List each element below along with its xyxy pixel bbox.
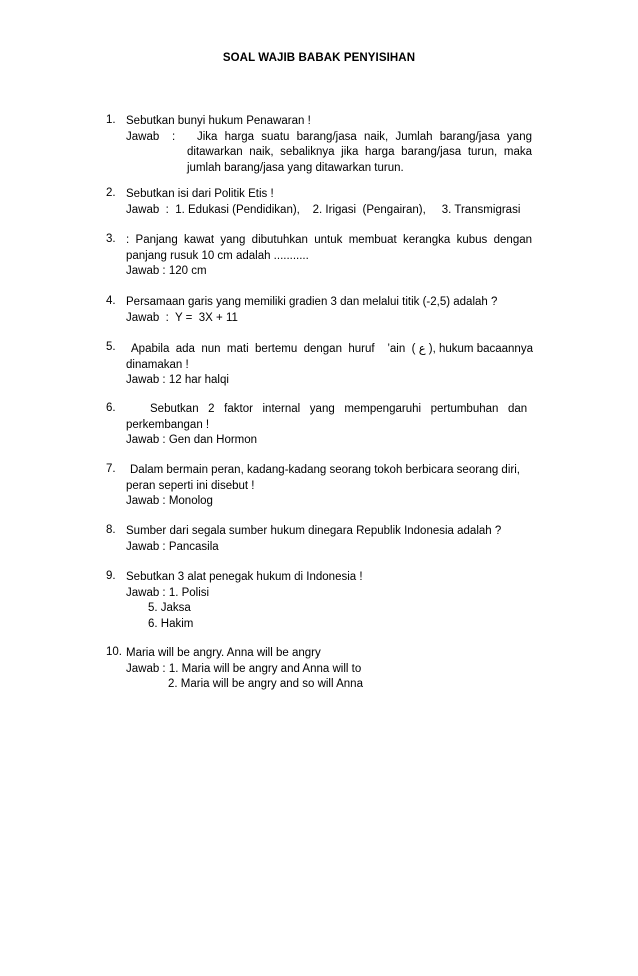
- question-9: [106, 570, 532, 632]
- question-number: 6.: [106, 402, 116, 414]
- question-text: Sebutkan bunyi hukum Penawaran !: [126, 115, 311, 127]
- page-title: SOAL WAJIB BABAK PENYISIHAN: [222, 52, 416, 64]
- answer: Jawab : 1. Maria will be angry and Anna will to: [126, 662, 362, 675]
- answer-line: ditawarkan naik, sebaliknya jika harga barang/jasa turun, maka: [187, 146, 532, 158]
- question-text: Sebutkan 3 alat penegak hukum di Indonesia !: [126, 571, 363, 583]
- answer-label: Jawab :: [126, 130, 176, 143]
- answer: Jawab : Pancasila: [126, 540, 219, 553]
- question-text: panjang rusuk 10 cm adalah ...........: [126, 249, 309, 262]
- question-3: [106, 233, 532, 280]
- question-text: Apabila ada nun mati bertemu dengan huruf ’ain ( ع ), hukum bacaannya: [131, 341, 533, 355]
- answer: Jawab : 120 cm: [126, 265, 207, 277]
- question-text: Persamaan garis yang memiliki gradien 3 dan melalui titik (-2,5) adalah ?: [126, 296, 498, 308]
- question-number: 4.: [106, 295, 116, 307]
- question-10: [106, 646, 532, 693]
- answer-sub-item: 5. Jaksa: [148, 602, 191, 614]
- answer-sub-item: 6. Hakim: [148, 617, 194, 630]
- question-number: 7.: [106, 463, 116, 475]
- question-text: Sebutkan isi dari Politik Etis !: [126, 188, 274, 200]
- answer: Jawab : Y = 3X + 11: [126, 311, 238, 324]
- question-text: Maria will be angry. Anna will be angry: [126, 647, 321, 659]
- question-number: 1.: [106, 114, 116, 126]
- question-5: [106, 341, 532, 389]
- answer: [126, 130, 532, 177]
- answer: Jawab : 12 har halqi: [126, 374, 229, 386]
- answer-line: Jika harga suatu barang/jasa naik, Jumlah barang/jasa yang: [197, 130, 532, 143]
- question-7: [106, 463, 532, 510]
- question-number: 2.: [106, 187, 116, 199]
- answer-line: jumlah barang/jasa yang ditawarkan turun.: [187, 161, 404, 174]
- answer: Jawab : Gen dan Hormon: [126, 434, 258, 446]
- question-2: [106, 187, 532, 218]
- question-text: peran seperti ini disebut !: [126, 479, 255, 492]
- answer-sub-item: 2. Maria will be angry and so will Anna: [168, 678, 363, 690]
- question-8: [106, 524, 532, 555]
- question-number: 3.: [106, 233, 116, 245]
- question-number: 9.: [106, 570, 116, 582]
- question-text: : Panjang kawat yang dibutuhkan untuk membuat kerangka kubus dengan: [126, 234, 532, 246]
- question-text: dinamakan !: [126, 358, 189, 371]
- question-text: Sebutkan 2 faktor internal yang mempengaruhi pertumbuhan dan: [150, 403, 528, 415]
- answer: Jawab : 1. Edukasi (Pendidikan), 2. Irigasi (Pengairan), 3. Transmigrasi: [126, 203, 521, 216]
- question-number: 10.: [106, 646, 122, 658]
- question-number: 5.: [106, 341, 116, 353]
- arabic-letter: ع: [418, 341, 426, 355]
- question-number: 8.: [106, 524, 116, 536]
- question-text: perkembangan !: [126, 418, 210, 431]
- question-1: [106, 114, 532, 176]
- question-6: [106, 402, 532, 449]
- question-4: [106, 295, 532, 326]
- question-text: Sumber dari segala sumber hukum dinegara Republik Indonesia adalah ?: [126, 525, 502, 537]
- question-text: Dalam bermain peran, kadang-kadang seorang tokoh berbicara seorang diri,: [130, 464, 520, 476]
- answer: Jawab : Monolog: [126, 495, 213, 507]
- answer: Jawab : 1. Polisi: [126, 586, 210, 599]
